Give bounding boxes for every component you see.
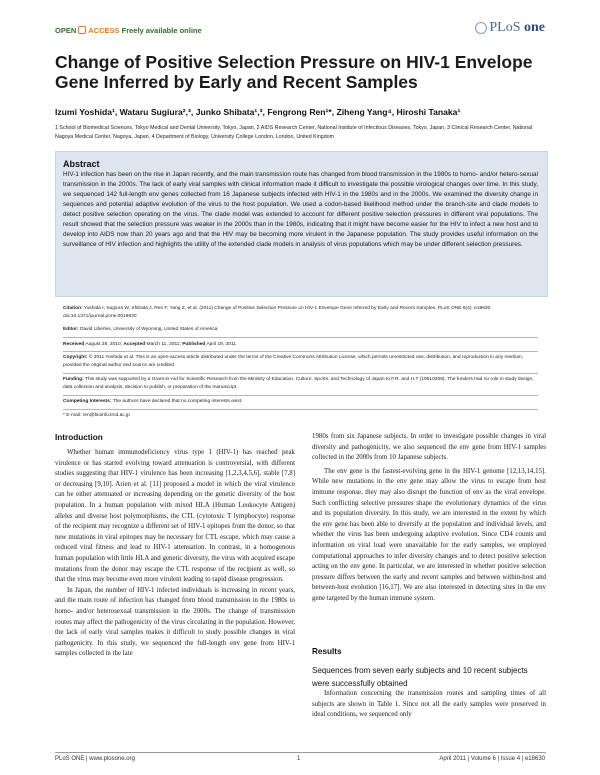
page-number: 1 — [297, 756, 301, 762]
open-access-prefix: OPEN — [55, 26, 77, 35]
paragraph: Information concerning the transmission routes and sampling times of all subjects are shown in Table 1. Since not all the early samples were preserved in ideal conditions, we sequenced only — [312, 690, 546, 719]
editor — [63, 326, 538, 334]
citation-text: Yoshida I, Sugiura W, Shibata J, Ren F, Yang Z, et al. (2011) Change of Positive Selection Pressure on HIV-1 Envelope Gene Inferred by Early and Recent Samples. PLoS ONE 6(4): e18630. doi:10.1371/journal.pone.0018630 — [63, 306, 492, 320]
meta-divider — [63, 373, 538, 374]
right-column — [312, 432, 546, 605]
results-heading: Results — [312, 647, 342, 656]
open-access-suffix: Freely available online — [121, 26, 202, 35]
intro-heading: Introduction — [55, 433, 103, 442]
paragraph: Whether human immunodeficiency virus type 1 (HIV-1) has reached peak virulence or has started evolving toward attenuation is controversial, with different studies suggesting that HIV-1 virulence has been increasing [1,2,3,4,5,6], stable [7,8] or decreasing [9,10]. Arien et al. [11] proposed a model in which the viral virulence can be either attenuated or increasing depending on the genetic diversity of the host population. In a human population with mixed HLA (Human Leukocyte Antigen) alleles and diverse host polymorphisms, the CTL (cytotoxic T lymphocyte) response of the recipient may recognize a different set of HIV-1 epitopes from the donor, so that new mutations in viral epitopes may be necessary for CTL escape, which may cause a reduced viral fitness and lead to HIV-1 attenuation. In contrast, in a homogenous human population with little HLA and genetic diversity, the virus with acquired escape mutations from the donor may escape the CTL response of the recipient as well, so that the virus may become even more virulent leading to rapid disease progression. — [55, 449, 295, 584]
email: * E-mail: ren@bioinfo.tmd.ac.jp — [63, 413, 130, 418]
accepted-date: March 11, 2011; — [146, 342, 181, 347]
paragraph: The env gene is the fastest-evolving gene in the HIV-1 genome [12,13,14,15]. While new mutations in the env gene may allow the virus to escape from host immune response, they may also disrupt the function of env as the viral envelope. Such conflicting selective pressures shape the evolutionary dynamics of the virus and its population diversity. In this study, we are interested in the extent by which the env gene has been able to diversify at the population and individual levels, and whether the virus has been undergoing adaptive evolution. Since CD4 counts and information on viral load were unavailable for the early samples, we employed computational approaches to infer diversity changes and to detect positive selection acting on the env gene. In particular, we are interested in whether positive selection pressure differs between the early and recent samples and between within-host and between-host evolution [16,17]. We are also interested in detecting sites in the env gene targeted by the human immune system. — [312, 467, 546, 602]
affiliations: 1 School of Biomedical Sciences, Tokyo Medical and Dental University, Tokyo, Japan, 2 AIDS Research Center, National Institute of Infectious Diseases, Tokyo, Japan, 3 Clinical Research Center, National Nagoya Medical Center, Nagoya, Japan, 4 Department of Biology, University College London, London, United Kingdom — [55, 125, 533, 140]
published-date: April 19, 2011 — [206, 342, 236, 347]
author-list: Izumi Yoshida¹, Wataru Sugiura²,³, Junko Shibata¹,³, Fengrong Ren¹*, Ziheng Yang⁴, Hiroshi Tanaka¹ — [55, 107, 461, 117]
editor-label: Editor: — [63, 327, 79, 332]
footer-divider — [55, 752, 546, 753]
funding-text: This study was supported by a Grant-in-Aid for Scientific Research from the Ministry of Education, Culture, Sports, and Technology of Japan to F.R. and H.T (19510208). The funders had no role in study design, data collection and analysis, decision to publish, or preparation of the manuscript. — [63, 377, 534, 391]
funding-label: Funding: — [63, 377, 84, 382]
journal-logo — [475, 20, 545, 36]
competing-label: Competing Interests: — [63, 399, 112, 404]
funding — [63, 376, 538, 392]
open-access-word: ACCESS — [88, 26, 120, 35]
footer-issue: April 2011 | Volume 6 | Issue 4 | e18630 — [439, 756, 545, 762]
journal-logo-plos: PLoS — [489, 20, 521, 35]
meta-divider — [63, 409, 538, 410]
left-column — [55, 448, 295, 660]
plos-logo-icon — [475, 22, 487, 34]
copyright-text: © 2011 Yoshida et al. This is an open-access article distributed under the terms of the Creative Commons Attribution License, which permits unrestricted use, distribution, and reproduction in any medium, provided the original author and source are credited. — [63, 355, 524, 369]
meta-divider — [63, 351, 538, 352]
received-label: Received — [63, 342, 85, 347]
footer-journal: PLoS ONE | www.plosone.org — [55, 756, 135, 762]
abstract-heading: Abstract — [63, 159, 100, 169]
competing-text: The authors have declared that no competing interests exist. — [112, 399, 243, 404]
results-subheading: Sequences from seven early subjects and 10 recent subjects were successfully obtained — [312, 666, 528, 688]
published-label: Published — [182, 342, 206, 347]
editor-text: David Liberles, University of Wyoming, United States of America — [79, 327, 218, 332]
meta-divider — [63, 395, 538, 396]
dates — [63, 341, 538, 349]
copyright — [63, 354, 538, 370]
article-title: Change of Positive Selection Pressure on HIV-1 Envelope Gene Inferred by Early and Recent Samples — [55, 52, 533, 92]
paragraph: In Japan, the number of HIV-1 infected individuals is increasing in recent years, and the main route of infection has changed from blood transmission in the 1980s to homo- and/or heterosexual transmission in the 2000s. The change of transmission routes may affect the pathogenicity of the virus circulating in the population. However, the lack of early viral samples makes it difficult to study possible changes in viral pathogenicity. In this study, we sequenced the full-length env gene from HIV-1 samples collected in the late — [55, 586, 295, 658]
paragraph: 1980s from six Japanese subjects. In order to investigate possible changes in viral diversity and pathogenicity, we also sequenced the env gene from HIV-1 samples collected in the 2000s from 10 Japanese subjects. — [312, 433, 546, 462]
received-date: August 28, 2010; — [85, 342, 123, 347]
copyright-label: Copyright: — [63, 355, 88, 360]
journal-logo-one: one — [524, 20, 545, 35]
competing-interests — [63, 398, 538, 406]
open-access-banner — [55, 26, 202, 35]
meta-divider — [63, 337, 538, 338]
open-lock-icon — [78, 26, 86, 34]
accepted-label: Accepted — [123, 342, 146, 347]
abstract-text: HIV-1 infection has been on the rise in Japan recently, and the main transmission route has changed from blood transmission in the 1980s to homo- and/or hetero-sexual transmission in the 2000s. The lack of early viral samples with clinical information made it difficult to investigate the possible virological changes over time. In this study, we sequenced 142 full-length env genes collected from 16 Japanese subjects infected with HIV-1 in the 1980s and in the 2000s. We examined the diversity change in sequences and potential adaptive evolution of the virus to the host population. We used a codon-based likelihood method under the branch-site and clade models to detect positive selection operating on the virus. The clade model was extended to account for different positive selection pressures in different viral populations. The result showed that the selection pressure was weaker in the 2000s than in the 1980s, indicating that it might have become easier for the HIV to infect a new host and to develop into AIDS now than 20 years ago and that the HIV may be becoming more virulent in the Japanese population. The study provides useful information on the surveillance of HIV infection and highlights the utility of the extended clade models in analysis of virus populations which may be under different selection pressures. — [63, 171, 538, 249]
citation — [63, 305, 538, 321]
citation-label: Citation: — [63, 306, 83, 311]
